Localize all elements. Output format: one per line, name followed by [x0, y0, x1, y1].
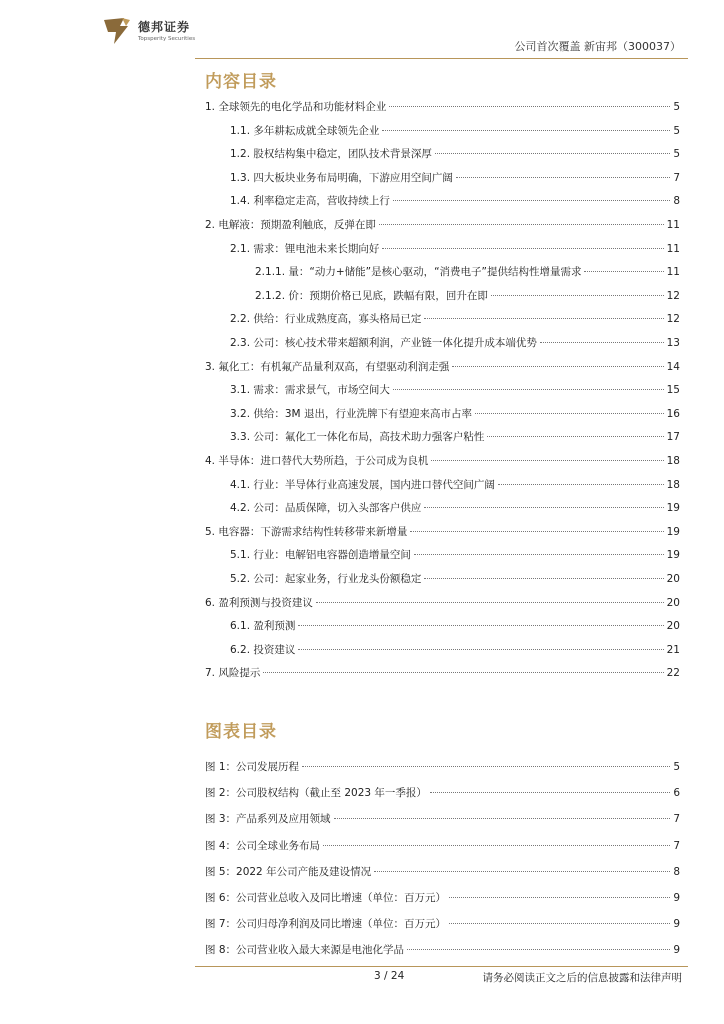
toc-entry-page: 14 [666, 360, 680, 373]
toc-entry[interactable] [205, 665, 680, 679]
leader-dots [323, 845, 670, 846]
page-number: 3 / 24 [374, 970, 405, 982]
toc-entry-label: 3.1. 需求：需求景气，市场空间大 [230, 384, 390, 397]
toc-entry[interactable] [205, 595, 680, 609]
toc-entry-label: 4. 半导体：进口替代大势所趋，于公司成为良机 [205, 455, 429, 467]
toc-entry-label: 2.2. 供给：行业成熟度高，寡头格局已定 [230, 313, 422, 326]
figure-entry-label: 图 8：公司营业收入最大来源是电池化学品 [205, 944, 405, 957]
logo-text-cn: 德邦证券 [138, 20, 191, 34]
leader-dots [431, 460, 663, 461]
toc-entry-page: 13 [666, 337, 680, 349]
leader-dots [302, 766, 670, 767]
toc-entry[interactable] [230, 241, 680, 255]
toc-entry[interactable] [230, 311, 680, 325]
figure-entry[interactable] [205, 916, 680, 930]
leader-dots [435, 153, 670, 154]
leader-dots [379, 224, 664, 225]
toc-entry-page: 18 [666, 478, 680, 491]
logo-text-en: Topsperity Securities [138, 36, 196, 42]
figure-entry-label: 图 7：公司归母净利润及同比增速（单位：百万元） [205, 918, 447, 931]
toc-entry-page: 7 [673, 171, 680, 184]
toc-entry-page: 5 [673, 124, 680, 137]
toc-entry[interactable] [230, 123, 680, 137]
figure-entry-label: 图 5：2022 年公司产能及建设情况 [205, 865, 372, 878]
figure-entry[interactable] [205, 864, 680, 878]
figure-entry[interactable] [205, 838, 680, 852]
toc-entry-page: 15 [666, 384, 680, 397]
leader-dots [316, 602, 664, 603]
toc-entry[interactable] [230, 146, 680, 160]
toc-entry-label: 4.1. 行业：半导体行业高速发展，国内进口替代空间广阔 [230, 478, 495, 491]
toc-entry[interactable] [230, 382, 680, 396]
figure-entry-page: 7 [673, 813, 680, 826]
toc-entry-page: 22 [666, 667, 680, 680]
toc-entry[interactable] [230, 618, 680, 632]
figure-entry[interactable] [205, 785, 680, 799]
toc-entry-page: 20 [666, 596, 680, 609]
leader-dots [334, 818, 671, 819]
toc-entry[interactable] [230, 642, 680, 656]
toc-entry[interactable] [230, 500, 680, 514]
toc-entry-label: 2.1.1. 量：“动力+储能”是核心驱动，“消费电子”提供结构性增量需求 [255, 266, 582, 279]
leader-dots [491, 295, 664, 296]
toc-entry-label: 1.4. 利率稳定走高，营收持续上行 [230, 195, 390, 208]
leader-dots [298, 649, 663, 650]
toc-entry[interactable] [230, 429, 680, 443]
toc-entry[interactable] [255, 264, 680, 278]
toc-entry-page: 11 [666, 266, 680, 279]
toc-entry-label: 5.2. 公司：起家业务，行业龙头份额稳定 [230, 573, 422, 585]
figure-entry[interactable] [205, 942, 680, 956]
figure-entry-page: 9 [673, 944, 680, 957]
figure-entry-label: 图 2：公司股权结构（截止至 2023 年一季报） [205, 787, 427, 800]
toc-entry-page: 21 [666, 643, 680, 656]
toc-entry-label: 6. 盈利预测与投资建议 [205, 596, 313, 609]
leader-dots [452, 366, 663, 367]
toc-entry[interactable] [205, 453, 680, 467]
toc-entry[interactable] [230, 547, 680, 561]
toc-entry-label: 1.1. 多年耕耘成就全球领先企业 [230, 124, 380, 137]
toc-entry[interactable] [205, 359, 680, 373]
toc-entry-page: 5 [673, 148, 680, 161]
toc-entry-label: 3. 氟化工：有机氟产品量利双高，有望驱动利润走强 [205, 360, 450, 373]
leader-dots [263, 672, 663, 673]
toc-entry-label: 5. 电容器：下游需求结构性转移带来新增量 [205, 525, 408, 538]
toc-entry-page: 18 [666, 455, 680, 467]
toc-entry-page: 19 [666, 549, 680, 562]
leader-dots [487, 436, 663, 437]
figure-entry-page: 6 [673, 787, 680, 800]
leader-dots [424, 578, 663, 579]
leader-dots [475, 413, 664, 414]
header-divider [195, 58, 688, 59]
toc-entry-page: 11 [666, 242, 680, 255]
toc-entry[interactable] [230, 406, 680, 420]
toc-entry[interactable] [230, 170, 680, 184]
toc-entry-page: 16 [666, 407, 680, 420]
toc-entry-page: 20 [666, 573, 680, 585]
toc-entry-page: 8 [673, 195, 680, 208]
toc-entry-label: 6.1. 盈利预测 [230, 620, 296, 633]
toc-entry[interactable] [230, 193, 680, 207]
toc-entry-label: 2.1.2. 价：预期价格已见底，跌幅有限，回升在即 [255, 289, 488, 302]
toc-entry-page: 17 [666, 431, 680, 444]
figure-entry-page: 7 [673, 839, 680, 852]
leader-dots [449, 923, 670, 924]
leader-dots [456, 177, 670, 178]
toc-entry-label: 1. 全球领先的电化学品和功能材料企业 [205, 101, 387, 113]
figure-entry[interactable] [205, 811, 680, 825]
leader-dots [382, 248, 663, 249]
toc-entry-label: 6.2. 投资建议 [230, 643, 296, 656]
toc-entry[interactable] [230, 571, 680, 585]
toc-entry[interactable] [230, 335, 680, 349]
figure-entry-label: 图 4：公司全球业务布局 [205, 839, 321, 852]
leader-dots [407, 949, 670, 950]
toc-entry-label: 7. 风险提示 [205, 667, 261, 680]
figure-entry-page: 5 [673, 761, 680, 773]
toc-entry-label: 2.1. 需求：锂电池未来长期向好 [230, 242, 380, 255]
leader-dots [410, 531, 663, 532]
leader-dots [498, 484, 664, 485]
toc-entry[interactable] [205, 524, 680, 538]
leader-dots [393, 389, 664, 390]
legal-disclaimer: 请务必阅读正文之后的信息披露和法律声明 [482, 972, 682, 984]
figure-entry[interactable] [205, 759, 680, 773]
toc-entry-page: 5 [673, 101, 680, 113]
logo-icon [100, 14, 134, 48]
leader-dots [540, 342, 664, 343]
leader-dots [424, 507, 663, 508]
toc-entry-page: 11 [666, 219, 680, 231]
report-title: 公司首次覆盖 新宙邦（300037） [514, 40, 681, 53]
toc-entry-page: 12 [666, 313, 680, 326]
leader-dots [584, 271, 663, 272]
toc-entry[interactable] [230, 477, 680, 491]
figure-entry-label: 图 6：公司营业总收入及同比增速（单位：百万元） [205, 892, 447, 904]
toc-entry-label: 3.2. 供给：3M 退出，行业洗牌下有望迎来高市占率 [230, 407, 472, 420]
toc-entry-page: 19 [666, 525, 680, 538]
leader-dots [393, 200, 670, 201]
figure-entry-label: 图 1：公司发展历程 [205, 761, 300, 773]
toc-entry-page: 20 [666, 620, 680, 633]
toc-entry-label: 1.3. 四大板块业务布局明确，下游应用空间广阔 [230, 171, 453, 184]
toc-entry[interactable] [255, 288, 680, 302]
leader-dots [424, 318, 663, 319]
figure-entry[interactable] [205, 890, 680, 904]
figure-entry-page: 9 [673, 892, 680, 904]
figure-entry-page: 8 [673, 865, 680, 878]
leader-dots [382, 130, 670, 131]
leader-dots [374, 871, 670, 872]
toc-entry-label: 3.3. 公司：氟化工一体化布局，高技术助力强客户粘性 [230, 431, 485, 444]
leader-dots [389, 106, 670, 107]
page-header [0, 0, 724, 62]
toc-entry-label: 2.3. 公司：核心技术带来超额利润，产业链一体化提升成本端优势 [230, 337, 537, 349]
leader-dots [430, 792, 670, 793]
toc-entry-label: 2. 电解液：预期盈利触底，反弹在即 [205, 219, 376, 231]
toc-entry-label: 4.2. 公司：品质保障，切入头部客户供应 [230, 502, 422, 515]
toc-title: 内容目录 [205, 72, 277, 92]
toc-entry-page: 12 [666, 289, 680, 302]
leader-dots [449, 897, 670, 898]
figures-title: 图表目录 [205, 722, 277, 742]
footer-divider [195, 966, 688, 967]
leader-dots [298, 625, 663, 626]
toc-entry-label: 1.2. 股权结构集中稳定，团队技术背景深厚 [230, 148, 432, 161]
toc-entry[interactable] [205, 217, 680, 231]
toc-entry-page: 19 [666, 502, 680, 515]
toc-entry[interactable] [205, 99, 680, 113]
figure-entry-label: 图 3：产品系列及应用领域 [205, 813, 331, 826]
brand-logo [100, 14, 220, 50]
figure-entry-page: 9 [673, 918, 680, 931]
leader-dots [414, 554, 664, 555]
toc-entry-label: 5.1. 行业：电解铝电容器创造增量空间 [230, 549, 411, 562]
